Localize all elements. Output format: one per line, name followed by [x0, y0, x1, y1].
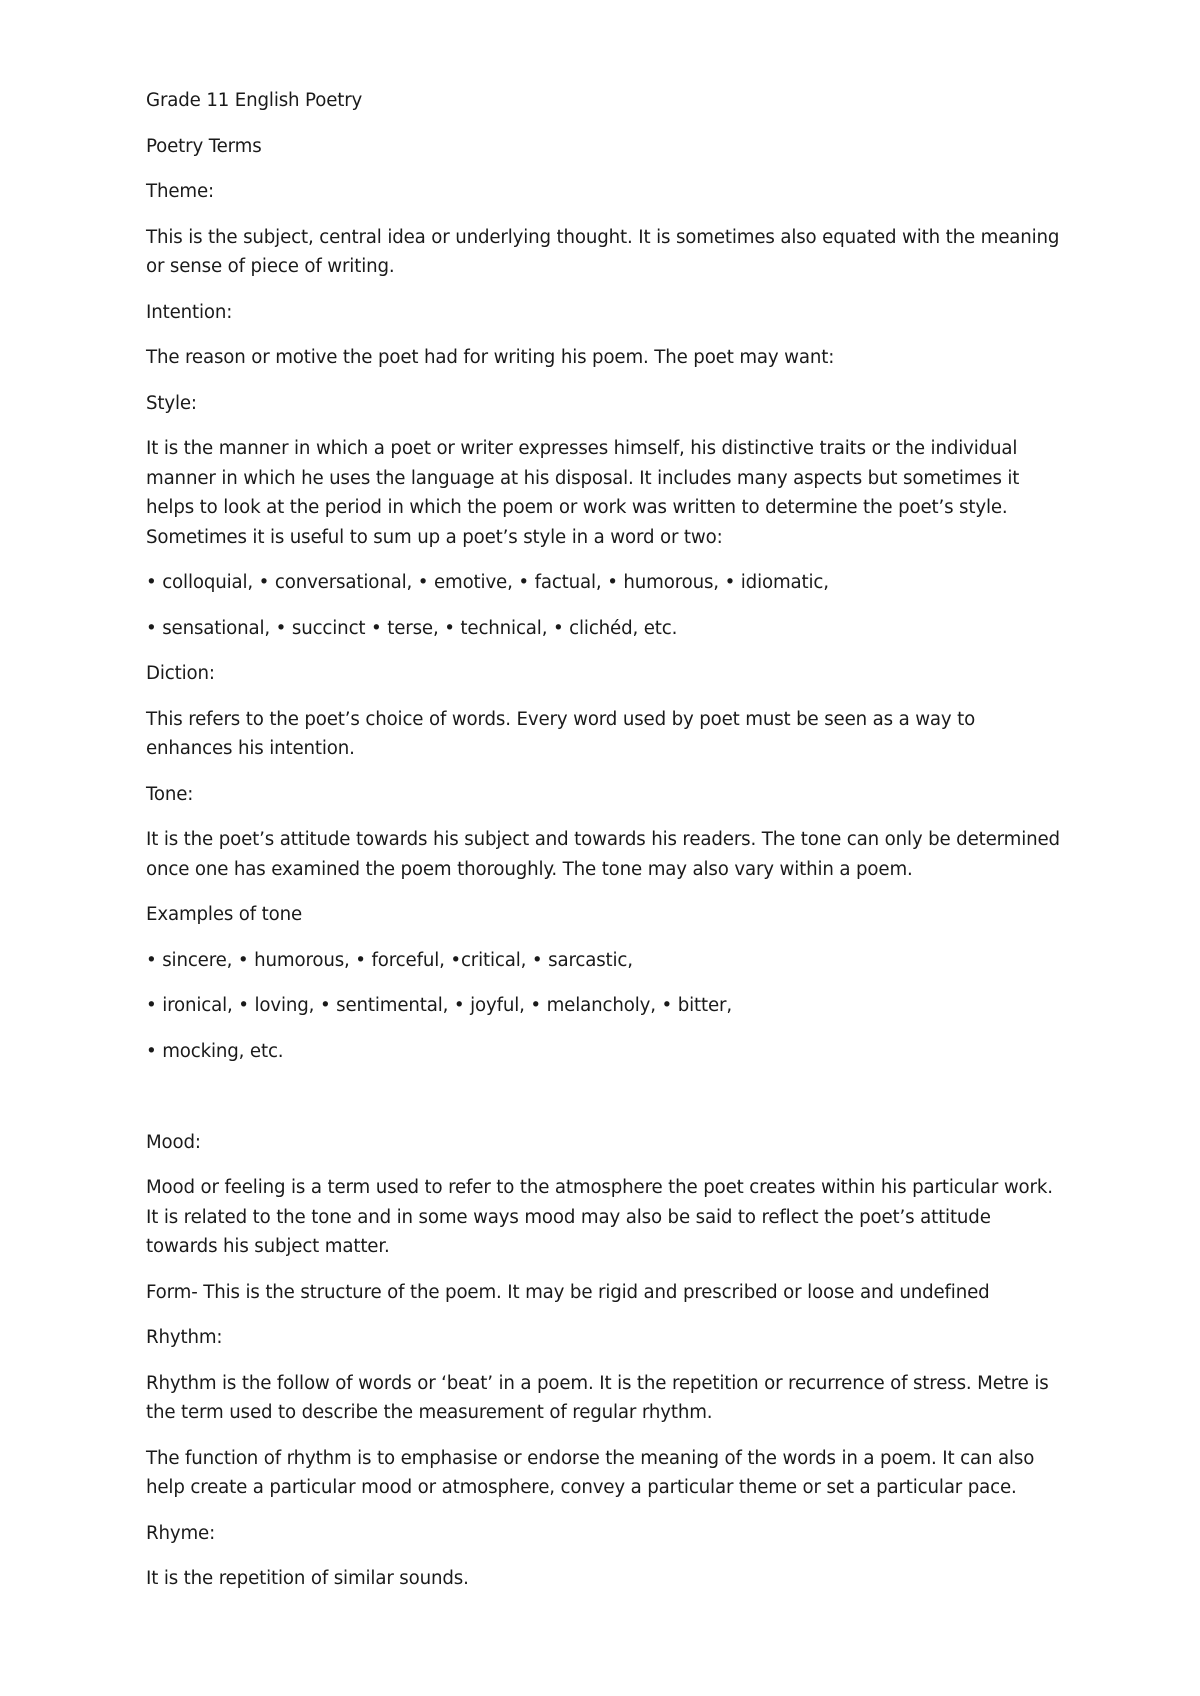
- term-definition-form: Form- This is the structure of the poem. It may be rigid and prescribed or loose and undefined: [146, 1281, 990, 1303]
- tone-examples-heading: Examples of tone: [146, 904, 303, 925]
- tone-examples-line-3: • mocking, etc.: [146, 1040, 284, 1062]
- term-heading-diction: Diction:: [146, 663, 215, 684]
- blank-line: [146, 1082, 1066, 1112]
- term-heading-rhyme: Rhyme:: [146, 1522, 216, 1544]
- term-definition-style: It is the manner in which a poet or writer expresses himself, his distinctive traits or the individual manner in which he uses the language at his disposal. It includes many aspects but sometimes it helps to look at the period in which the poem or work was written to determine the poet’s style. Sometimes it is useful to sum up a poet’s style in a word or two:: [146, 438, 1020, 548]
- term-definition-tone: It is the poet’s attitude towards his subject and towards his readers. The tone can only be determined once one has examined the poem thoroughly. The tone may also vary within a poem.: [146, 829, 1060, 880]
- term-definition-mood: Mood or feeling is a term used to refer to the atmosphere the poet creates within his particular work. It is related to the tone and in some ways mood may also be said to reflect the poet’s attitude towards his subject matter.: [146, 1177, 1053, 1257]
- rhythm-function-paragraph: The function of rhythm is to emphasise or endorse the meaning of the words in a poem. It can also help create a particular mood or atmosphere, convey a particular theme or set a particular pace.: [146, 1447, 1035, 1498]
- term-definition-diction: This refers to the poet’s choice of words. Every word used by poet must be seen as a way to enhances his intention.: [146, 708, 976, 759]
- term-definition-rhythm: Rhythm is the follow of words or ‘beat’ in a poem. It is the repetition or recurrence of stress. Metre is the term used to describe the measurement of regular rhythm.: [146, 1372, 1049, 1423]
- style-examples-line-2: • sensational, • succinct • terse, • technical, • clichéd, etc.: [146, 617, 678, 639]
- style-examples-line-1: • colloquial, • conversational, • emotive, • factual, • humorous, • idiomatic,: [146, 572, 829, 593]
- term-heading-style: Style:: [146, 392, 197, 414]
- term-definition-intention: The reason or motive the poet had for writing his poem. The poet may want:: [146, 347, 835, 368]
- term-definition-rhyme: It is the repetition of similar sounds.: [146, 1568, 469, 1589]
- tone-examples-line-1: • sincere, • humorous, • forceful, •critical, • sarcastic,: [146, 949, 633, 971]
- term-heading-mood: Mood:: [146, 1131, 201, 1153]
- term-heading-rhythm: Rhythm:: [146, 1327, 223, 1348]
- tone-examples-line-2: • ironical, • loving, • sentimental, • joyful, • melancholy, • bitter,: [146, 995, 732, 1016]
- term-heading-intention: Intention:: [146, 301, 233, 323]
- section-heading: Poetry Terms: [146, 135, 262, 157]
- term-definition-theme: This is the subject, central idea or underlying thought. It is sometimes also equated with the meaning or sense of piece of writing.: [146, 226, 1060, 277]
- document-title: Grade 11 English Poetry: [146, 90, 363, 111]
- document-body: [146, 86, 1066, 1610]
- term-heading-theme: Theme:: [146, 181, 214, 202]
- term-heading-tone: Tone:: [146, 783, 194, 805]
